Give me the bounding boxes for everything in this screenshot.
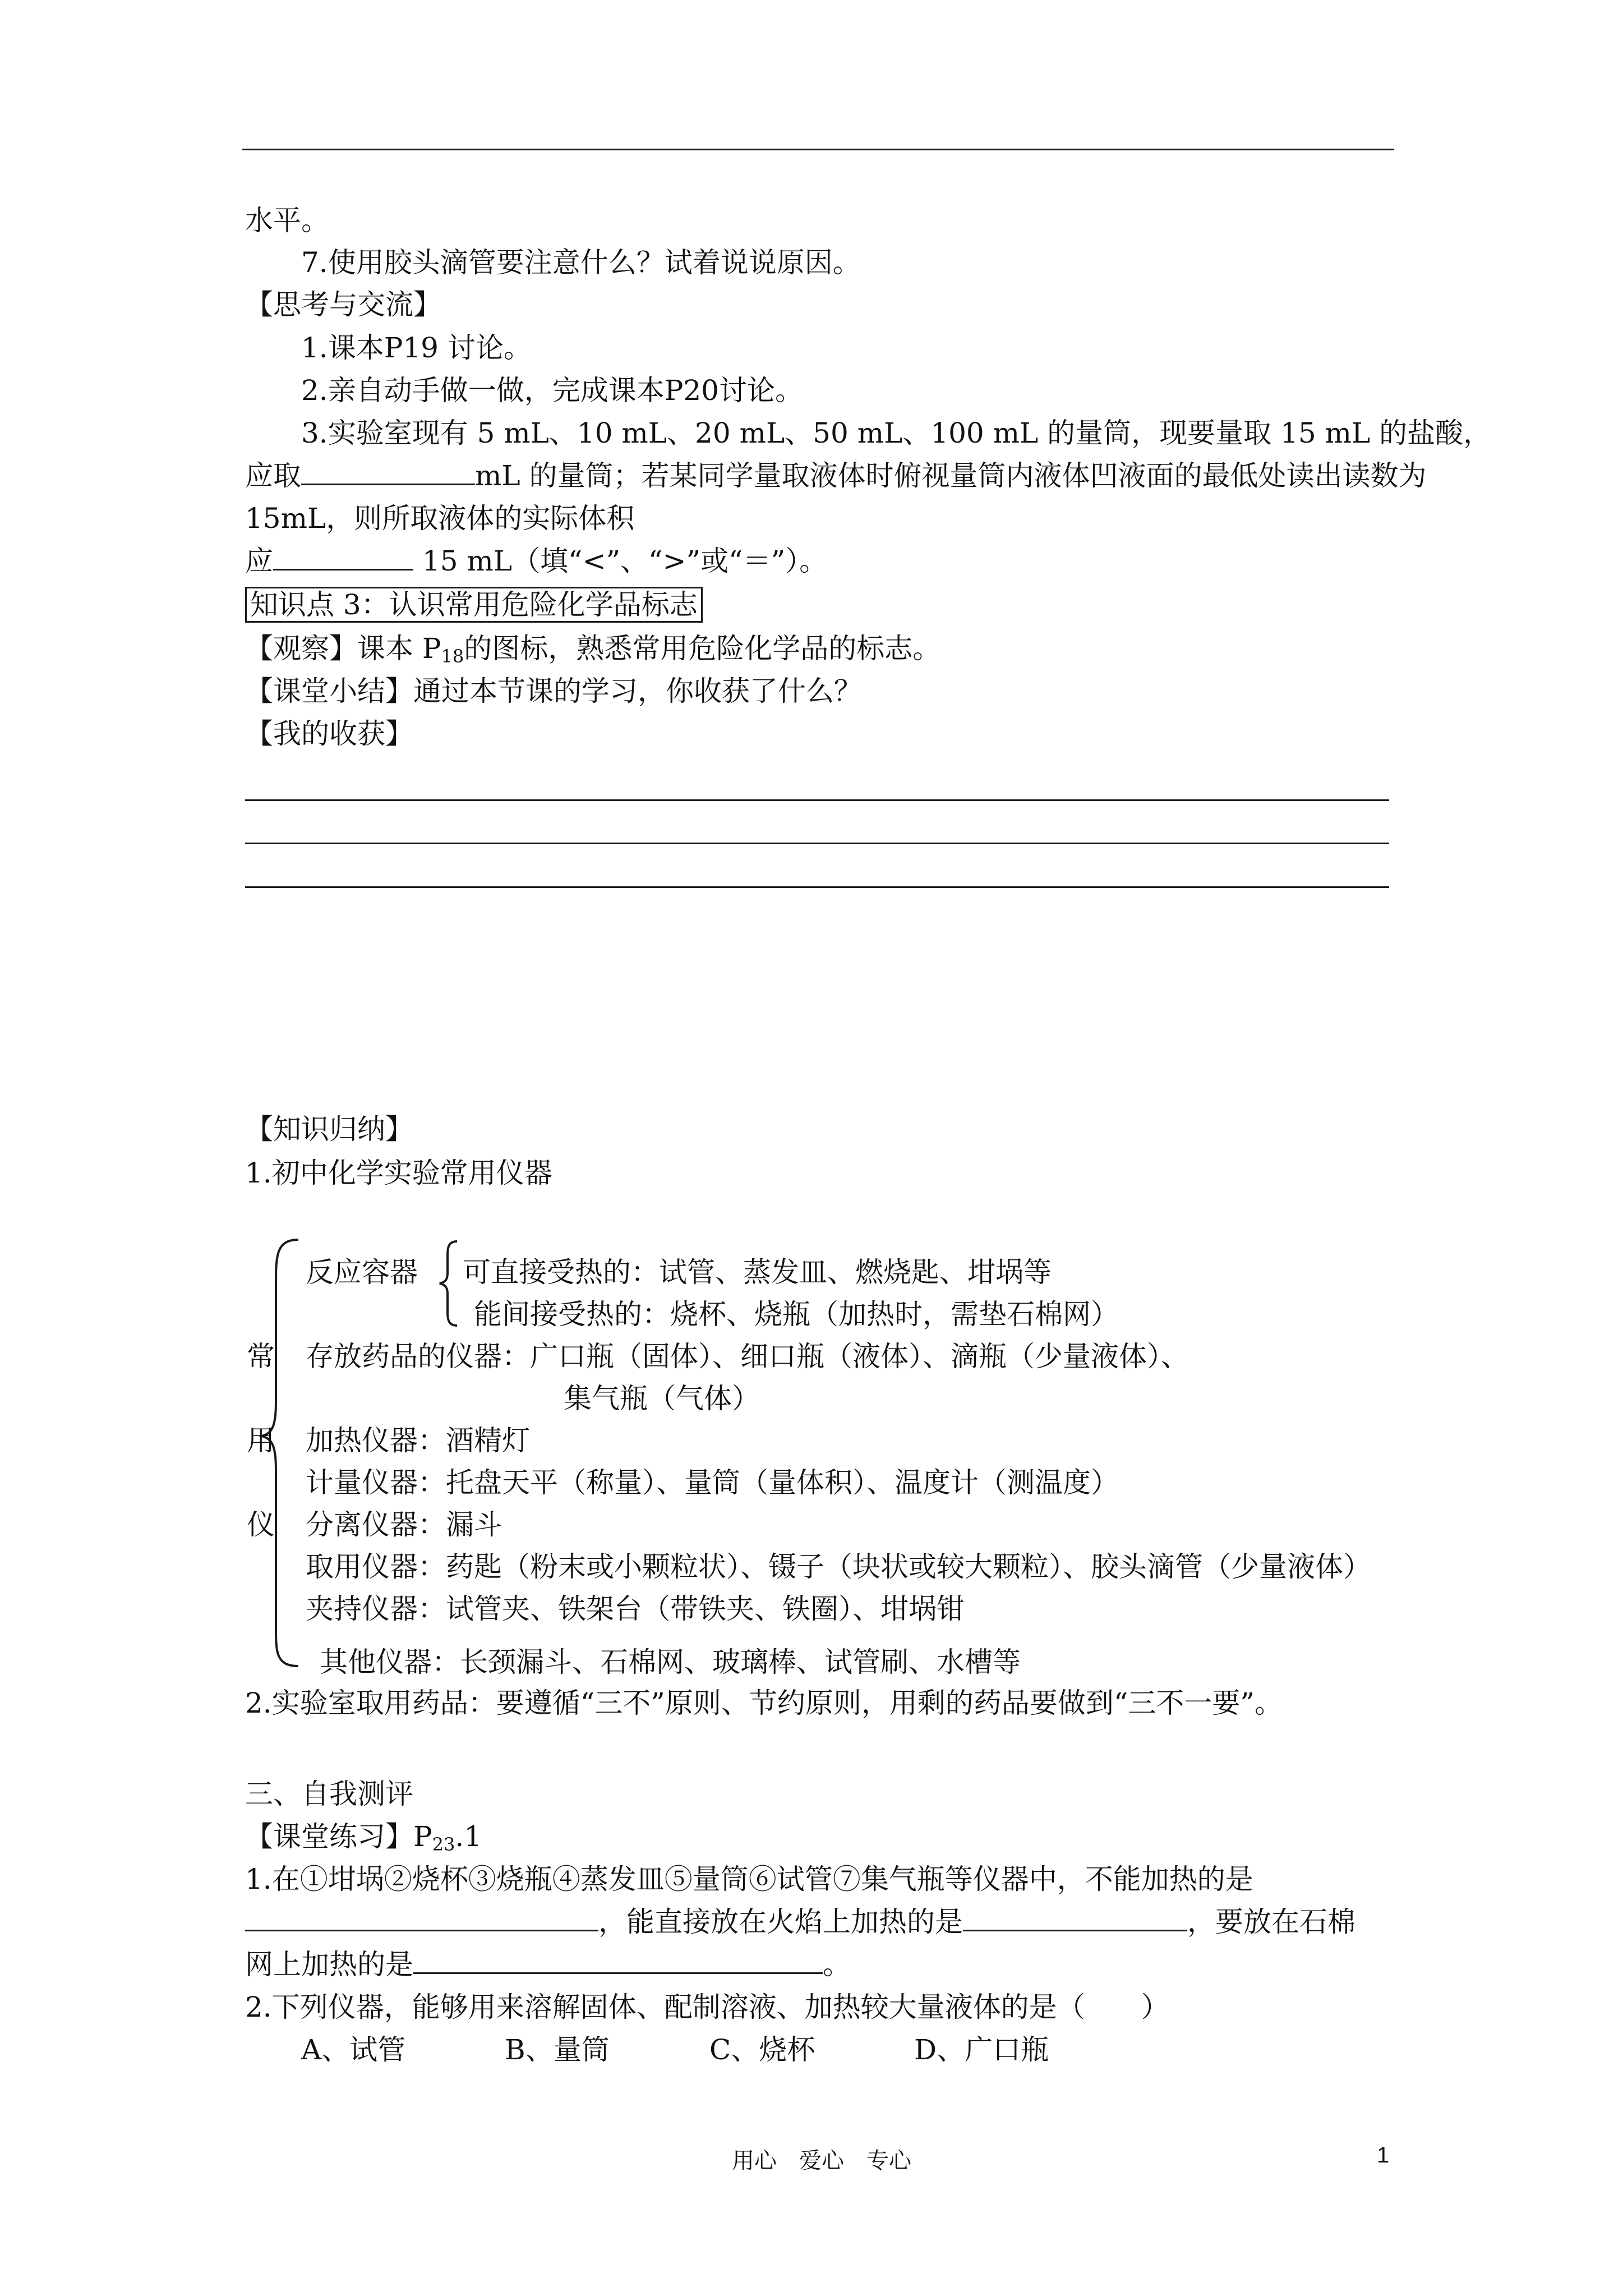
side-char: 用 (247, 1424, 275, 1457)
knowledge-point-box: 知识点 3：认识常用危险化学品标志 (245, 587, 703, 623)
other-instruments: 其他仪器：长颈漏斗、石棉网、玻璃棒、试管刷、水槽等 (320, 1646, 1021, 1678)
knowledge-heading: 【知识归纳】 (245, 1113, 413, 1145)
knowledge-point-3 (245, 583, 703, 626)
self-test-heading: 三、自我测评 (245, 1778, 413, 1810)
question-7: 7.使用胶头滴管要注意什么？试着说说原因。 (301, 246, 861, 279)
storage-instruments: 存放药品的仪器：广口瓶（固体）、细口瓶（液体）、滴瓶（少量液体）、 (306, 1340, 1189, 1373)
taking-instruments: 取用仪器：药匙（粉末或小颗粒状）、镊子（块状或较大颗粒）、胶头滴管（少量液体） (306, 1550, 1371, 1583)
practice-prefix: 【课堂练习】P (245, 1820, 432, 1853)
option-b[interactable]: B、量筒 (505, 2033, 610, 2066)
practice-suffix: .1 (455, 1820, 482, 1853)
page-subscript: 18 (441, 646, 464, 667)
discussion-item-3-line3: 15mL，则所取液体的实际体积 (245, 502, 635, 535)
question-1-line3 (245, 1943, 851, 1986)
class-summary: 【课堂小结】通过本节课的学习，你收获了什么？ (245, 675, 862, 707)
discussion-item-3: 3.实验室现有 5 mL、10 mL、20 mL、50 mL、100 mL 的量筒，现要量取 15 mL 的盐酸， (301, 417, 1492, 449)
text-prefix: 网上加热的是 (245, 1948, 413, 1981)
reaction-container-label: 反应容器 (306, 1256, 418, 1289)
section-heading: 【思考与交流】 (245, 288, 441, 321)
answer-line[interactable] (245, 886, 1389, 888)
text-suffix: 15 mL（填“<”、“>”或“＝”）。 (413, 545, 828, 577)
answer-line[interactable] (245, 843, 1389, 844)
reaction-indirect: 能间接受热的：烧杯、烧瓶（加热时，需垫石棉网） (474, 1298, 1119, 1331)
question-2: 2.下列仪器，能够用来溶解固体、配制溶液、加热较大量液体的是（ ） (245, 1991, 1169, 2023)
text-end: 。 (823, 1948, 851, 1981)
text-end: ，要放在石棉 (1187, 1906, 1355, 1938)
answer-blank[interactable] (301, 455, 475, 485)
option-d[interactable]: D、广口瓶 (914, 2033, 1049, 2066)
knowledge-item-1: 1.初中化学实验常用仪器 (245, 1157, 552, 1189)
text-line: 水平。 (245, 204, 329, 237)
text-suffix: mL 的量筒；若某同学量取液体时俯视量筒内液体凹液面的最低处读出读数为 (475, 459, 1427, 492)
separating-instruments: 分离仪器：漏斗 (306, 1508, 502, 1541)
discussion-item-3-line2 (245, 454, 1427, 497)
text-prefix: 应 (245, 545, 273, 577)
page-subscript: 23 (432, 1834, 455, 1855)
answer-line[interactable] (245, 799, 1389, 801)
holding-instruments: 夹持仪器：试管夹、铁架台（带铁夹、铁圈）、坩埚钳 (306, 1593, 965, 1625)
discussion-item-1: 1.课本P19 讨论。 (301, 332, 532, 364)
page-number: 1 (1377, 2143, 1390, 2168)
discussion-item-2: 2.亲自动手做一做，完成课本P20讨论。 (301, 374, 803, 407)
observe-prefix: 【观察】课本 P (245, 632, 441, 665)
knowledge-item-2: 2.实验室取用药品：要遵循“三不”原则、节约原则，用剩的药品要做到“三不一要”。 (245, 1687, 1283, 1719)
header-rule (242, 149, 1394, 150)
small-brace (437, 1239, 460, 1328)
measuring-instruments: 计量仪器：托盘天平（称量）、量筒（量体积）、温度计（测温度） (306, 1466, 1119, 1499)
text-mid: ，能直接放在火焰上加热的是 (598, 1906, 963, 1938)
side-char: 常 (247, 1340, 275, 1373)
answer-blank[interactable] (245, 1902, 598, 1931)
option-c[interactable]: C、烧杯 (709, 2033, 815, 2066)
footer-motto: 用心 爱心 专心 (732, 2148, 911, 2174)
my-gain-heading: 【我的收获】 (245, 717, 413, 750)
storage-instruments-cont: 集气瓶（气体） (564, 1382, 760, 1415)
question-1: 1.在①坩埚②烧杯③烧瓶④蒸发皿⑤量筒⑥试管⑦集气瓶等仪器中，不能加热的是 (245, 1863, 1253, 1895)
answer-blank[interactable] (273, 541, 413, 570)
text-prefix: 应取 (245, 459, 301, 492)
question-1-line2 (245, 1901, 1355, 1943)
side-char: 仪 (247, 1508, 275, 1541)
answer-blank[interactable] (963, 1902, 1187, 1931)
discussion-item-3-line4 (245, 540, 827, 582)
observe-suffix: 的图标，熟悉常用危险化学品的标志。 (464, 632, 941, 665)
answer-blank[interactable] (413, 1944, 823, 1974)
reaction-direct: 可直接受热的：试管、蒸发皿、燃烧匙、坩埚等 (463, 1256, 1052, 1289)
heating-instruments: 加热仪器：酒精灯 (306, 1424, 530, 1457)
option-a[interactable]: A、试管 (301, 2033, 406, 2066)
